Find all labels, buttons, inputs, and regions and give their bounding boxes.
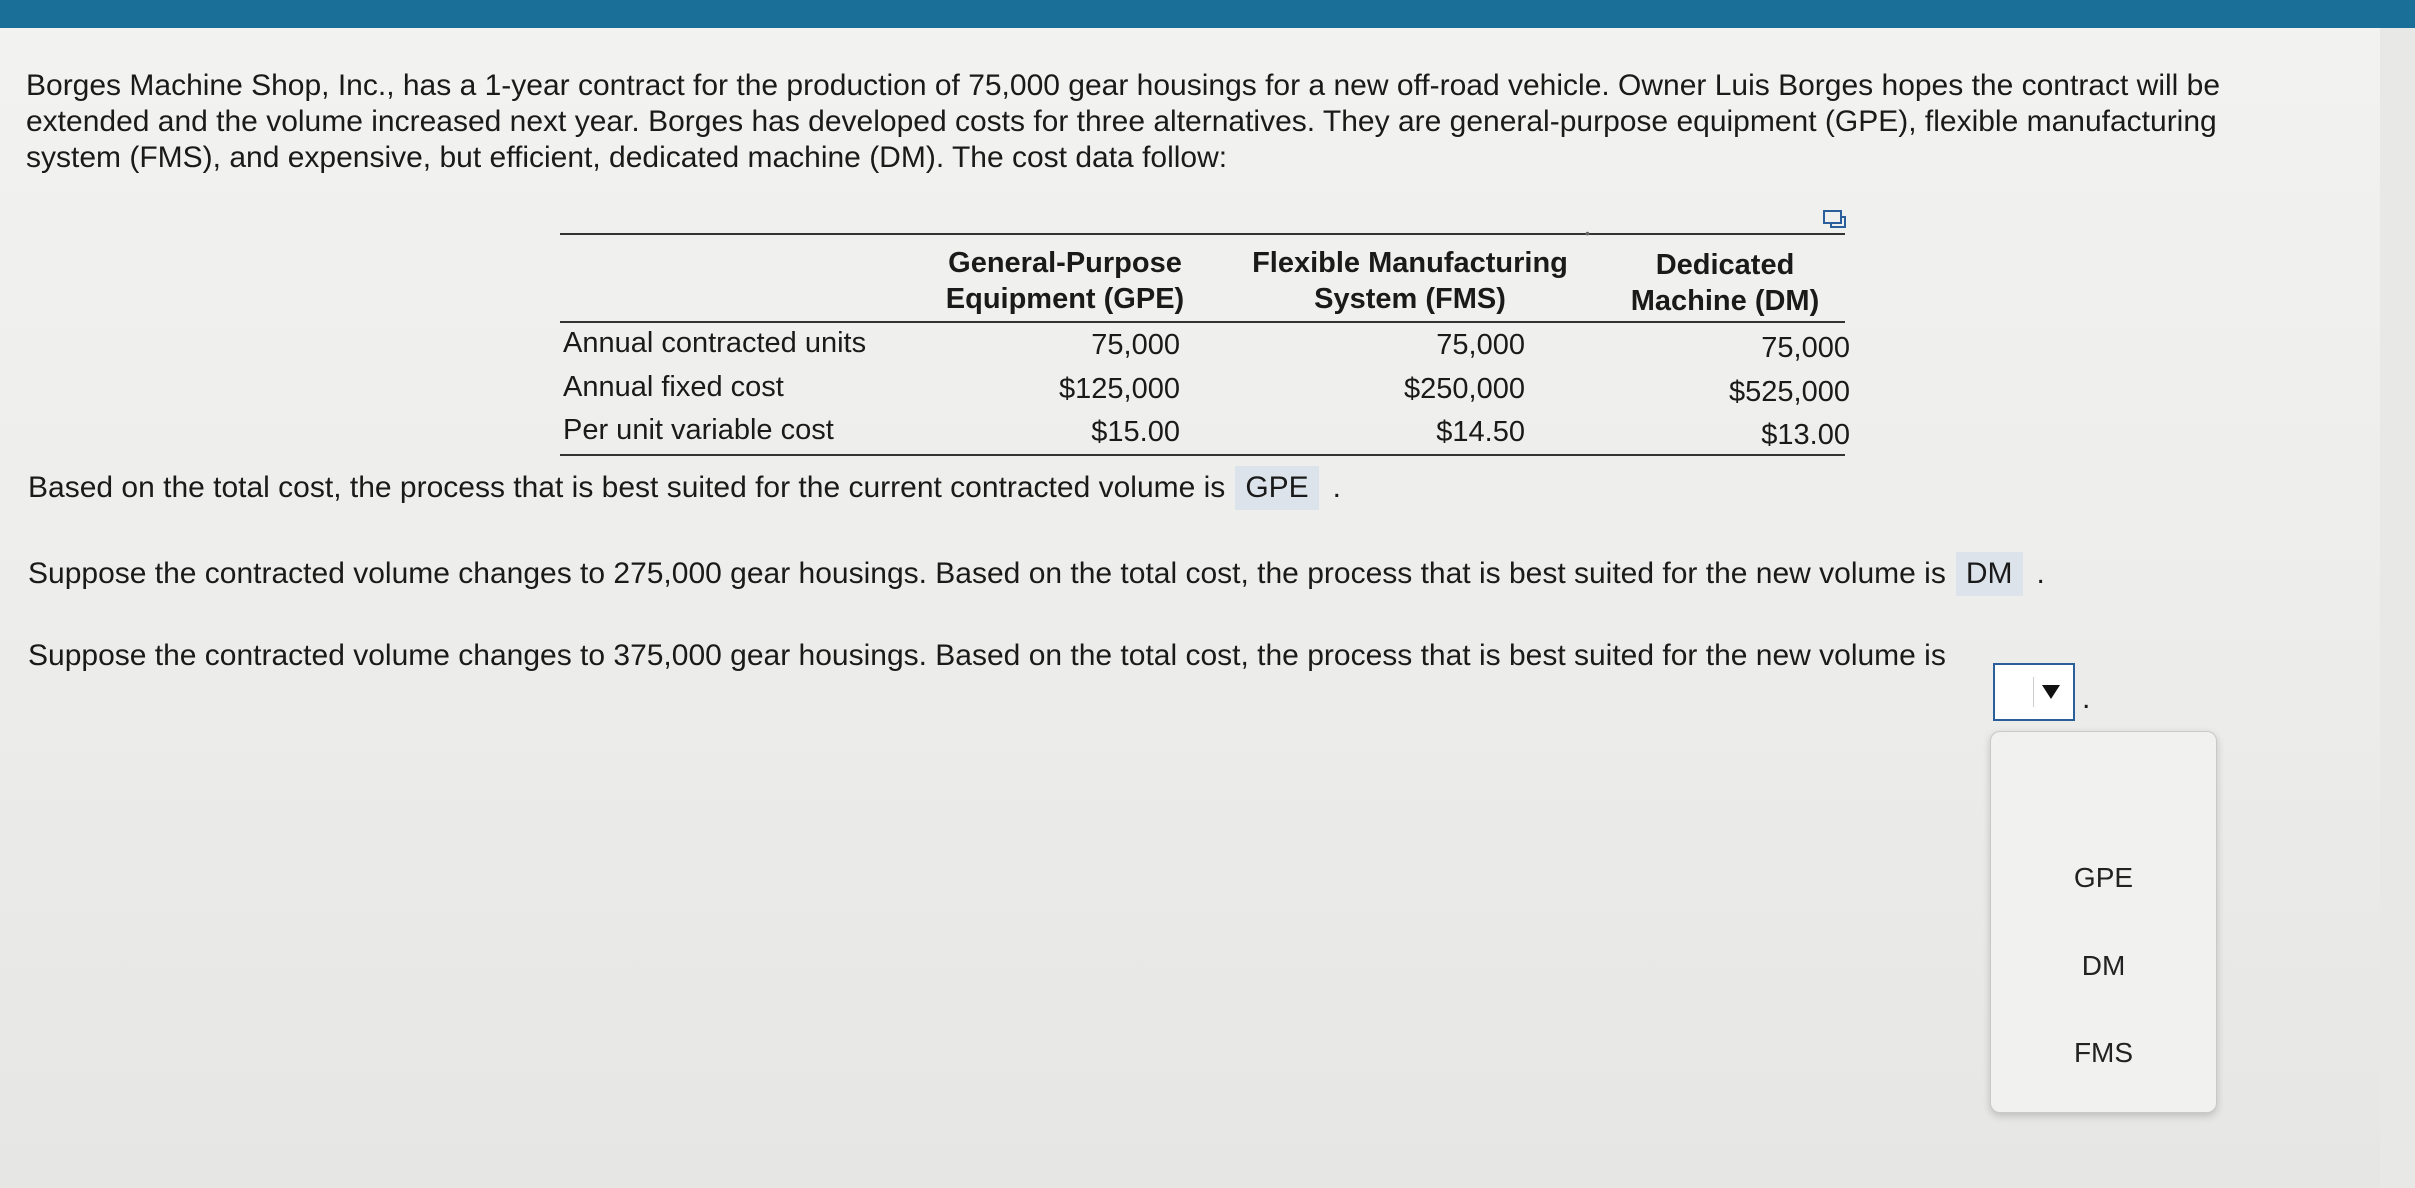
cell-fms-variable-cost: $14.50 bbox=[1436, 416, 1525, 448]
question-3 bbox=[28, 638, 1946, 674]
header-fms-line2: System (FMS) bbox=[1314, 283, 1506, 315]
dropdown-option-dm[interactable]: DM bbox=[2081, 950, 2126, 981]
cell-dm-fixed-cost: $525,000 bbox=[1729, 376, 1850, 408]
chevron-down-icon[interactable] bbox=[2033, 677, 2067, 707]
question-1-period: . bbox=[1332, 471, 1342, 504]
header-gpe bbox=[915, 245, 1215, 317]
top-bar bbox=[0, 0, 2415, 28]
header-gpe-line2: Equipment (GPE) bbox=[945, 283, 1185, 315]
cell-gpe-fixed-cost: $125,000 bbox=[1059, 373, 1180, 405]
header-fms bbox=[1220, 245, 1600, 317]
row-label-fixed-cost: Annual fixed cost bbox=[563, 371, 784, 403]
answer-2-dm[interactable]: DM bbox=[1956, 552, 2023, 596]
table-top-rule bbox=[560, 233, 1845, 235]
answer-3-dropdown[interactable] bbox=[1993, 663, 2075, 721]
problem-intro: Borges Machine Shop, Inc., has a 1-year contract for the production of 75,000 gear housings for a new off-road vehicle. Owner Luis Borges hopes the contract will be extended and the volume increased next year. Borges has developed costs for three alternatives. They are general-purpose equipment (GPE), flexible manufacturing system (FMS), and expensive, but efficient, dedicated machine (DM). The cost data follow: bbox=[26, 69, 2221, 174]
table-header-rule bbox=[560, 321, 1845, 323]
row-label-units: Annual contracted units bbox=[563, 327, 867, 359]
header-gpe-line1: General-Purpose bbox=[948, 247, 1182, 279]
question-2-text: Suppose the contracted volume changes to 275,000 gear housings. Based on the total cost, the process that is best suited for the new volume is bbox=[28, 557, 1946, 590]
row-label-variable-cost: Per unit variable cost bbox=[563, 414, 834, 446]
question-page bbox=[0, 28, 2380, 1188]
header-fms-line1: Flexible Manufacturing bbox=[1252, 247, 1568, 279]
cell-gpe-variable-cost: $15.00 bbox=[1091, 416, 1180, 448]
question-1 bbox=[28, 466, 1341, 510]
header-dm bbox=[1605, 247, 1845, 319]
header-dm-line2: Machine (DM) bbox=[1630, 285, 1820, 317]
decorative-dot: • bbox=[1585, 225, 1590, 241]
dropdown-option-fms[interactable]: FMS bbox=[2073, 1037, 2134, 1068]
question-2-period: . bbox=[2036, 557, 2045, 590]
cell-dm-units: 75,000 bbox=[1761, 332, 1850, 364]
cell-dm-variable-cost: $13.00 bbox=[1761, 419, 1850, 451]
header-dm-line1: Dedicated bbox=[1655, 249, 1795, 281]
cell-gpe-units: 75,000 bbox=[1091, 329, 1180, 361]
question-3-period: . bbox=[2082, 682, 2091, 715]
cell-fms-fixed-cost: $250,000 bbox=[1404, 373, 1525, 405]
dropdown-menu bbox=[1990, 731, 2217, 1113]
copy-table-icon[interactable] bbox=[1822, 209, 1848, 231]
question-3-text: Suppose the contracted volume changes to 375,000 gear housings. Based on the total cost, the process that is best suited for the new volume is bbox=[28, 639, 1946, 672]
question-2 bbox=[28, 552, 2045, 596]
table-bottom-rule bbox=[560, 454, 1845, 456]
cost-data-table bbox=[560, 225, 1850, 458]
question-1-text: Based on the total cost, the process that is best suited for the current contracted volume is bbox=[28, 471, 1226, 504]
dropdown-option-gpe[interactable]: GPE bbox=[2073, 862, 2134, 893]
cell-fms-units: 75,000 bbox=[1436, 329, 1525, 361]
answer-1-gpe[interactable]: GPE bbox=[1235, 466, 1318, 510]
